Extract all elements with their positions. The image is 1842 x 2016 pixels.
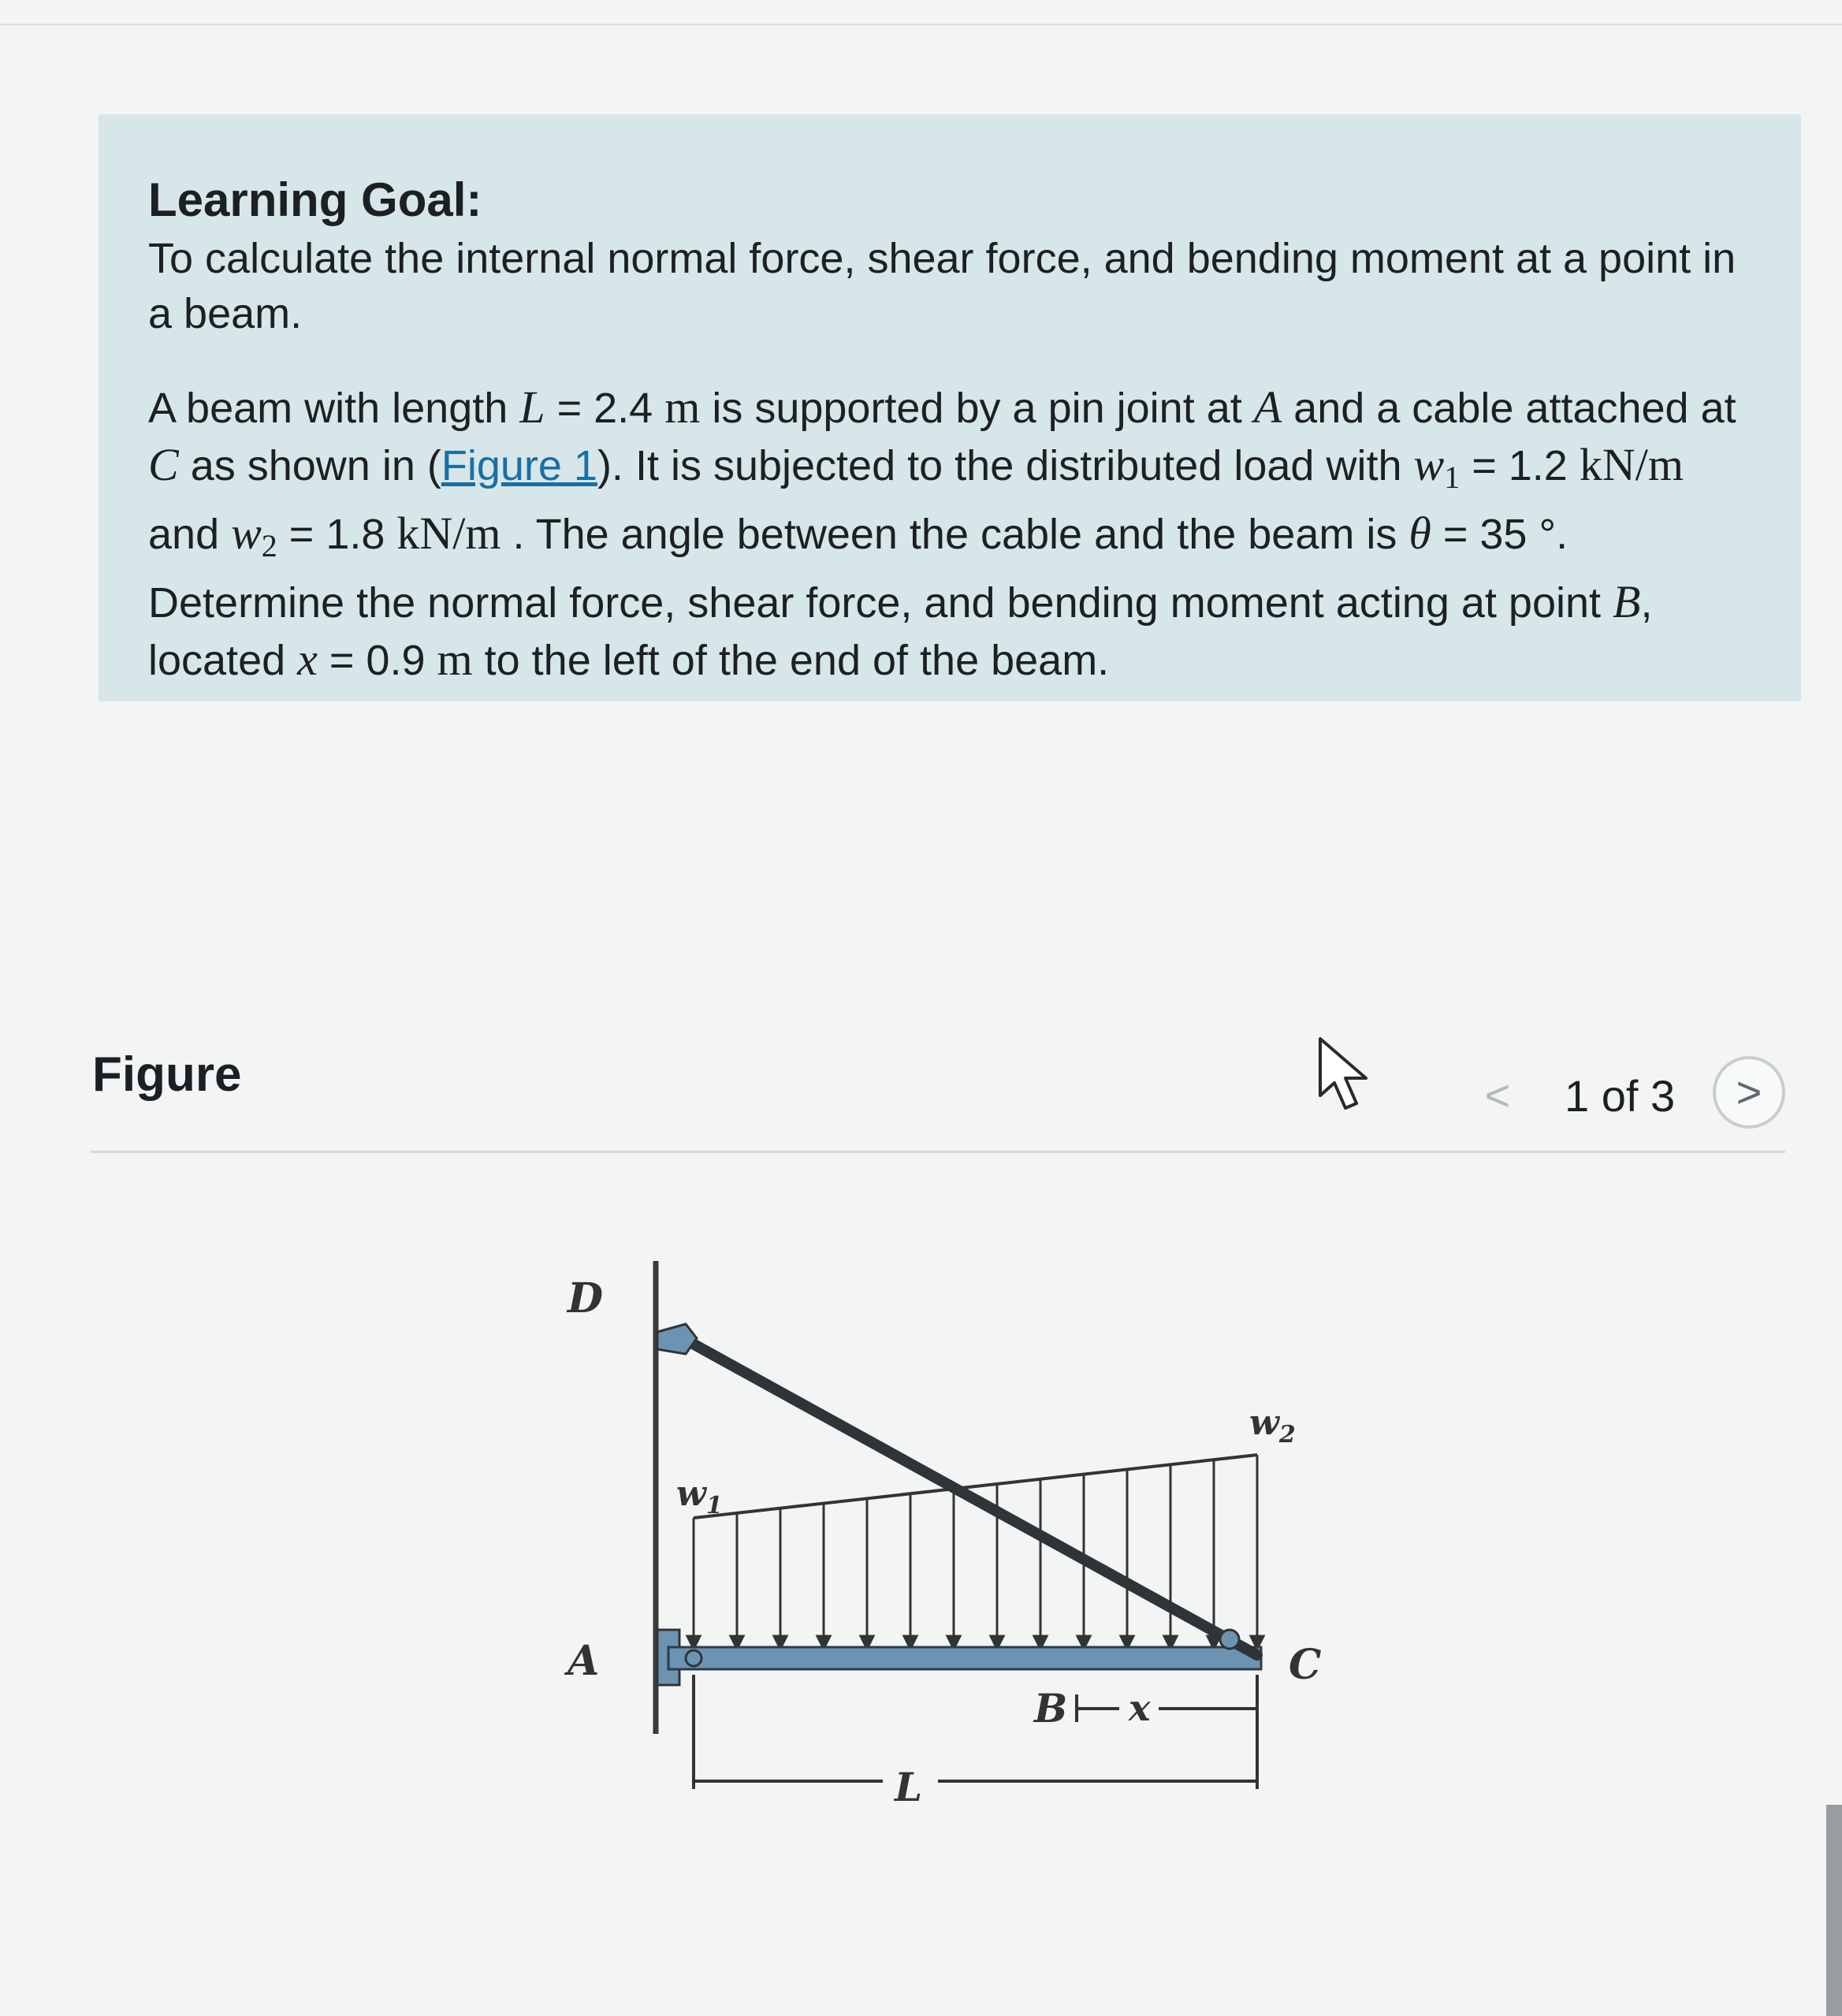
figure-header (91, 1032, 1785, 1159)
problem-text: ). It is subjected to the distributed load with (597, 442, 1414, 489)
label-w2 (1249, 1403, 1296, 1449)
symbol-w2-subscript: 2 (261, 528, 277, 564)
symbol-w2-base: w (231, 508, 262, 559)
learning-goal-panel (99, 114, 1801, 701)
problem-text: and a cable attached at (1282, 385, 1736, 432)
symbol-w2 (231, 508, 277, 564)
label-B: B (1034, 1685, 1068, 1731)
next-figure-button[interactable]: > (1713, 1056, 1785, 1129)
figure-page-indicator: 1 of 3 (1565, 1071, 1676, 1121)
load-arrows (687, 1455, 1263, 1649)
pin-A (686, 1650, 701, 1666)
problem-text: as shown in ( (178, 442, 441, 489)
symbol-A: A (1253, 381, 1282, 433)
symbol-w1-base: w (1413, 439, 1445, 490)
symbol-theta: θ (1408, 508, 1431, 559)
symbol-C: C (148, 439, 179, 490)
figure-1-link[interactable]: Figure 1 (441, 442, 597, 489)
label-L: L (895, 1764, 923, 1810)
load-top-line (694, 1455, 1257, 1518)
label-w2-subscript: 2 (1278, 1421, 1296, 1449)
label-x: x (1129, 1687, 1151, 1729)
problem-text: is supported by a pin joint at (700, 385, 1254, 432)
symbol-L: L (519, 381, 545, 433)
mouse-pointer-icon (1311, 1032, 1382, 1119)
problem-text: = 0.9 (317, 637, 437, 684)
cable-end-C (1220, 1630, 1239, 1649)
label-C: C (1289, 1641, 1322, 1689)
previous-figure-button[interactable]: < (1484, 1070, 1511, 1120)
cable-anchor-D (657, 1324, 697, 1354)
problem-text: = 1.8 (277, 511, 397, 558)
beam (668, 1647, 1261, 1669)
problem-text: A beam with length (148, 385, 520, 432)
learning-goal-title: Learning Goal: (148, 173, 482, 226)
unit-kn-per-m: kN/m (396, 508, 501, 559)
symbol-w1-subscript: 1 (1444, 459, 1461, 495)
symbol-B: B (1613, 576, 1641, 627)
top-divider (0, 24, 1842, 25)
unit-m: m (437, 634, 473, 685)
label-w1-base: w (676, 1474, 706, 1514)
label-w1 (676, 1474, 723, 1519)
unit-kn-per-m: kN/m (1579, 439, 1684, 490)
problem-text: = 35 °. Determine the normal force, shear force, and bending moment acting at point (148, 511, 1613, 627)
symbol-x: x (297, 634, 318, 685)
label-w1-subscript: 1 (705, 1492, 723, 1519)
problem-text: and (148, 511, 232, 558)
unit-m: m (664, 381, 701, 433)
figure-divider (91, 1151, 1785, 1153)
screen-edge (1826, 1805, 1842, 2016)
figure-title: Figure (92, 1047, 242, 1102)
label-A: A (567, 1637, 600, 1685)
problem-text: . The angle between the cable and the beam is (501, 511, 1409, 558)
problem-statement (148, 379, 1747, 689)
symbol-w1 (1413, 439, 1461, 495)
problem-text: = 2.4 (545, 385, 665, 432)
problem-text: , located (148, 579, 1653, 684)
problem-text: to the left of the end of the beam. (472, 637, 1110, 684)
label-w2-base: w (1249, 1403, 1279, 1443)
problem-text: = 1.2 (1460, 442, 1580, 489)
label-D: D (567, 1274, 604, 1322)
learning-goal-text: To calculate the internal normal force, shear force, and bending moment at a point in a beam. (148, 235, 1736, 337)
beam-diagram (536, 1245, 1387, 1828)
